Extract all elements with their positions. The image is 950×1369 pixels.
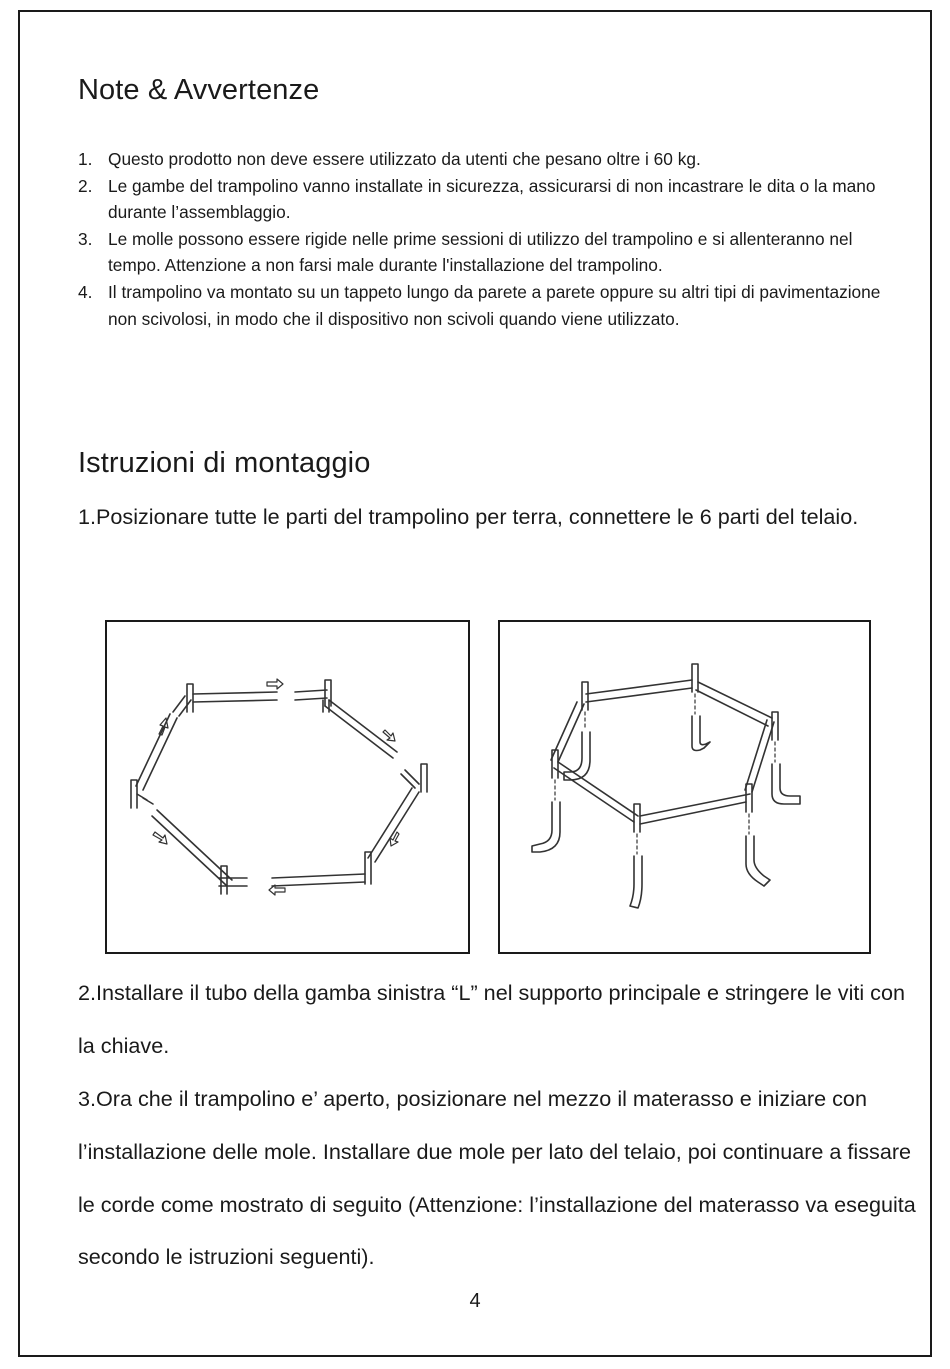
list-text: Questo prodotto non deve essere utilizzato da utenti che pesano oltre i 60 kg. bbox=[108, 149, 701, 169]
list-text: Il trampolino va montato su un tappeto lungo da parete a parete oppure su altri tipi di pavimentazione non scivolosi, in modo che il dispositivo non scivoli quando viene utilizzato. bbox=[108, 281, 881, 329]
figure-frame-parts bbox=[105, 620, 470, 954]
hexagon-frame-with-legs-illustration bbox=[500, 622, 869, 952]
assembly-step-1: 1.Posizionare tutte le parti del trampolino per terra, connettere le 6 parti del telaio. bbox=[78, 504, 859, 529]
list-number: 2. bbox=[78, 175, 93, 196]
list-item bbox=[78, 146, 898, 173]
list-number: 3. bbox=[78, 228, 93, 249]
list-text: Le gambe del trampolino vanno installate in sicurezza, assicurarsi di non incastrare le dita o la mano durante l’assemblaggio. bbox=[108, 175, 876, 223]
list-number: 1. bbox=[78, 149, 93, 169]
hexagon-frame-parts-illustration bbox=[107, 622, 468, 952]
page-number: 4 bbox=[469, 1290, 481, 1312]
assembly-step-2: 2.Installare il tubo della gamba sinistra “L” nel supporto principale e stringere le viti con la chiave. bbox=[78, 980, 905, 1058]
figure-frame-with-legs bbox=[498, 620, 871, 954]
assembly-title: Istruzioni di montaggio bbox=[78, 447, 371, 479]
list-number: 4. bbox=[78, 281, 93, 302]
list-text: Le molle possono essere rigide nelle prime sessioni di utilizzo del trampolino e si allenteranno nel tempo. Attenzione a non farsi male durante l'installazione del trampolino. bbox=[108, 228, 853, 276]
notes-title: Note & Avvertenze bbox=[78, 74, 320, 106]
assembly-step-3: 3.Ora che il trampolino e’ aperto, posizionare nel mezzo il materasso e iniziare con l’installazione delle mole. Installare due mole per lato del telaio, poi continuare a fissare le corde come mostrato di seguito (Attenzione: l’installazione del materasso va eseguita secondo le istruzioni seguenti). bbox=[78, 1086, 916, 1270]
list-item bbox=[78, 173, 898, 226]
list-item bbox=[78, 226, 898, 279]
notes-list bbox=[78, 146, 898, 332]
list-item bbox=[78, 279, 898, 332]
